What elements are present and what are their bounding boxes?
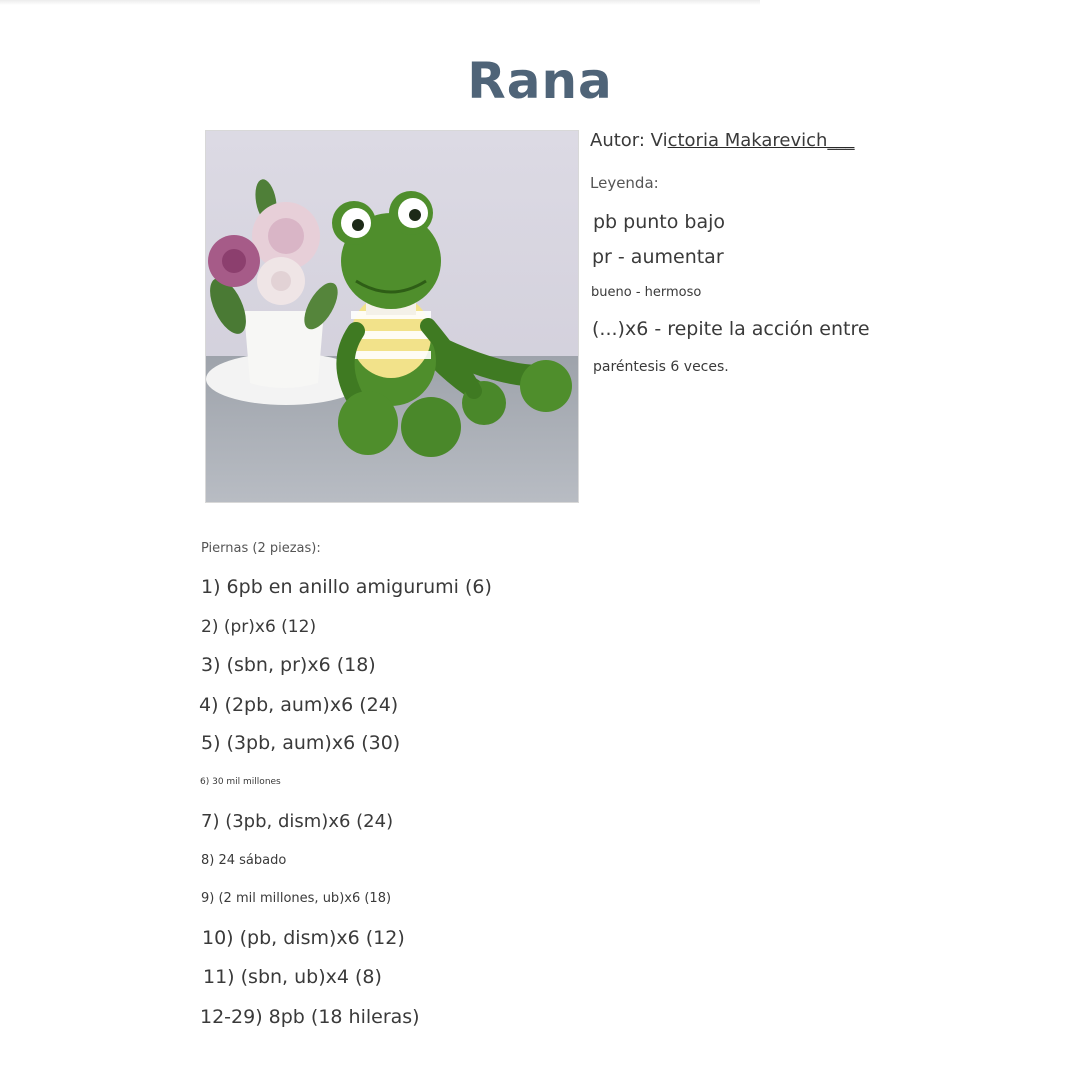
top-edge-strip [0, 0, 760, 5]
pattern-step: 6) 30 mil millones [200, 777, 281, 787]
frog-photo-illustration [206, 131, 578, 502]
pattern-step: 4) (2pb, aum)x6 (24) [199, 694, 399, 716]
frog-photo [205, 130, 579, 503]
legend-item: pr - aumentar [592, 246, 724, 268]
pattern-step: 9) (2 mil millones, ub)x6 (18) [201, 891, 392, 906]
page-title: Rana [467, 52, 613, 110]
author-label: Autor: [590, 130, 651, 151]
pattern-step: 8) 24 sábado [201, 853, 287, 868]
author-name-underlined: ctoria Makarevich___ [667, 130, 855, 151]
author-name-start: Vi [650, 130, 668, 151]
legend-title: Leyenda: [590, 174, 659, 192]
pattern-step: 2) (pr)x6 (12) [201, 617, 317, 637]
pattern-step: 3) (sbn, pr)x6 (18) [201, 654, 376, 676]
pattern-step: 12-29) 8pb (18 hileras) [200, 1006, 420, 1028]
legend-item: paréntesis 6 veces. [593, 359, 729, 375]
pattern-step: 7) (3pb, dism)x6 (24) [201, 811, 394, 832]
pattern-step: 5) (3pb, aum)x6 (30) [201, 732, 401, 754]
legend-item: pb punto bajo [593, 211, 726, 233]
pattern-step: 10) (pb, dism)x6 (12) [202, 927, 405, 949]
section-title: Piernas (2 piezas): [201, 541, 321, 556]
legend-item: (...)x6 - repite la acción entre [592, 318, 870, 340]
legend-item: bueno - hermoso [591, 285, 702, 300]
pattern-step: 1) 6pb en anillo amigurumi (6) [201, 576, 492, 598]
author-line [590, 130, 854, 151]
pattern-step: 11) (sbn, ub)x4 (8) [203, 966, 382, 988]
